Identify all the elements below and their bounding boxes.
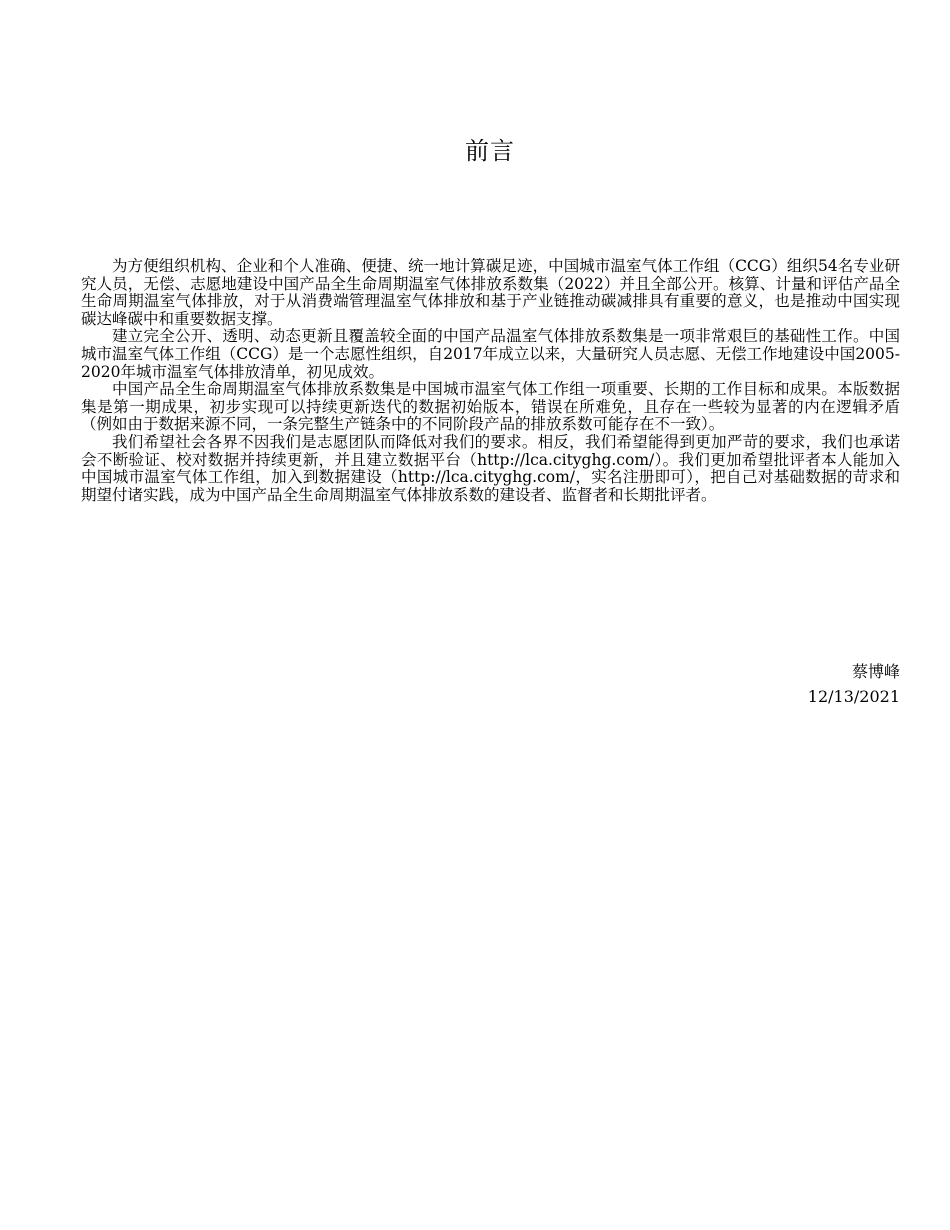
paragraph-4: 我们希望社会各界不因我们是志愿团队而降低对我们的要求。相反，我们希望能得到更加严苛的要求，我们也承诺会不断验证、校对数据并持续更新，并且建立数据平台（http://lca.cityghg.com/）。我们更加希望批评者本人能加入中国城市温室气体工作组，加入到数据建设（http://lca.cityghg.com/，实名注册即可），把自己对基础数据的苛求和期望付诸实践，成为中国产品全生命周期温室气体排放系数的建设者、监督者和长期批评者。: [81, 432, 900, 504]
author-name: 蔡博峰: [851, 662, 900, 681]
signature-date: 12/13/2021: [807, 687, 900, 706]
paragraph-1: 为方便组织机构、企业和个人准确、便捷、统一地计算碳足迹，中国城市温室气体工作组（CCG）组织54名专业研究人员，无偿、志愿地建设中国产品全生命周期温室气体排放系数集（2022）并且全部公开。核算、计量和评估产品全生命周期温室气体排放，对于从消费端管理温室气体排放和基于产业链推动碳减排具有重要的意义，也是推动中国实现碳达峰碳中和重要数据支撑。: [81, 257, 900, 328]
preface-body: [81, 258, 900, 504]
page-title: 前言: [465, 137, 515, 165]
paragraph-3: 中国产品全生命周期温室气体排放系数集是中国城市温室气体工作组一项重要、长期的工作目标和成果。本版数据集是第一期成果，初步实现可以持续更新迭代的数据初始版本，错误在所难免，且存在一些较为显著的内在逻辑矛盾（例如由于数据来源不同，一条完整生产链条中的不同阶段产品的排放系数可能存在不一致）。: [81, 380, 900, 434]
paragraph-2: 建立完全公开、透明、动态更新且覆盖较全面的中国产品温室气体排放系数集是一项非常艰巨的基础性工作。中国城市温室气体工作组（CCG）是一个志愿性组织，自2017年成立以来，大量研究人员志愿、无偿工作地建设中国2005-2020年城市温室气体排放清单，初见成效。: [81, 327, 900, 381]
signature-block: [808, 659, 900, 709]
